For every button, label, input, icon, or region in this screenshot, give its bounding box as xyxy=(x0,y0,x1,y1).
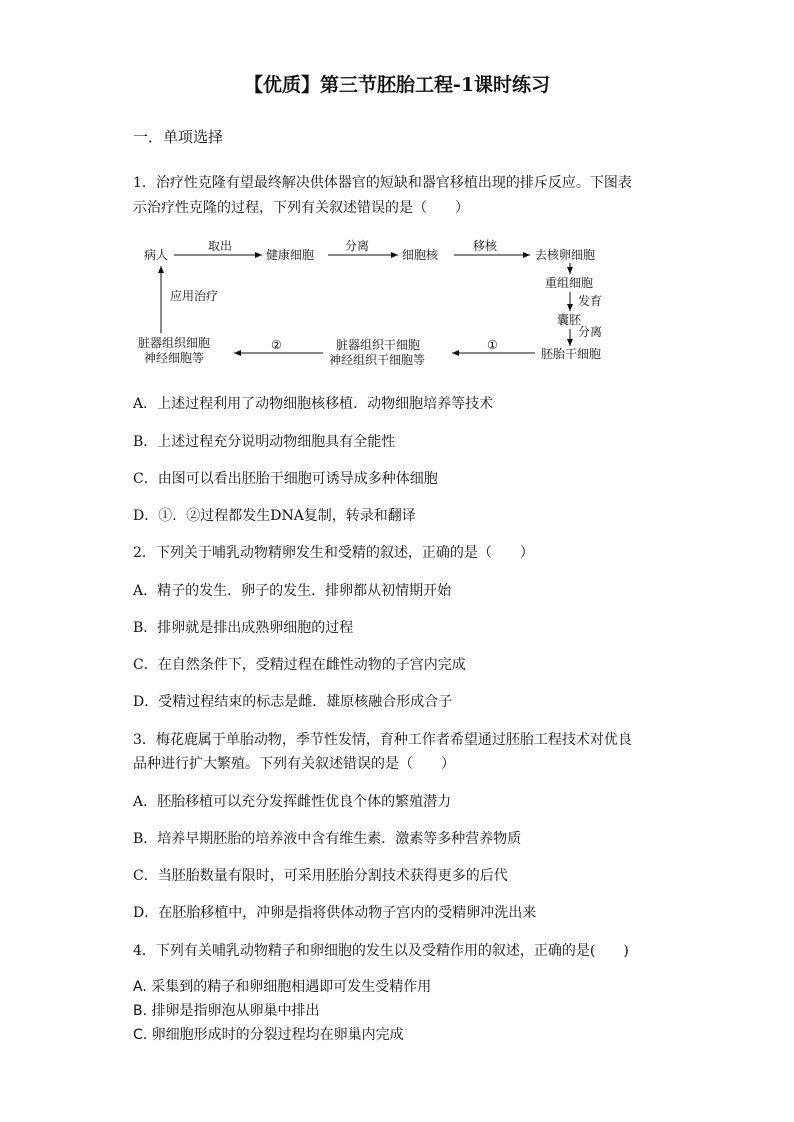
node-organ-cell-line1: 脏器组织细胞 xyxy=(138,336,211,350)
q2-option-d: D．受精过程结束的标志是雌．雄原核融合形成合子 xyxy=(133,694,453,710)
label-step2: ② xyxy=(271,338,282,352)
cloning-process-diagram xyxy=(130,236,630,371)
q1-option-c: C．由图可以看出胚胎干细胞可诱导成多种体细胞 xyxy=(133,471,438,487)
node-organ-stem-line2: 神经组织干细胞等 xyxy=(329,353,426,367)
label-transfer: 移核 xyxy=(473,239,498,253)
q1-option-a: A．上述过程利用了动物细胞核移植．动物细胞培养等技术 xyxy=(133,396,494,412)
node-nucleus: 细胞核 xyxy=(402,248,439,262)
q2-option-b: B．排卵就是排出成熟卵细胞的过程 xyxy=(133,620,354,636)
node-healthy-cell: 健康细胞 xyxy=(266,248,315,262)
q2-option-a: A．精子的发生．卵子的发生．排卵都从初情期开始 xyxy=(133,583,452,599)
q1-stem-line1: 1．治疗性克隆有望最终解决供体器官的短缺和器官移植出现的排斥反应。下图表 xyxy=(133,175,632,191)
label-separate1: 分离 xyxy=(345,239,370,253)
q4-option-b: B. 排卵是指卵泡从卵巢中排出 xyxy=(133,1003,320,1019)
q1-option-b: B．上述过程充分说明动物细胞具有全能性 xyxy=(133,434,396,450)
q3-stem-line2: 品种进行扩大繁殖。下列有关叙述错误的是（ ） xyxy=(133,756,455,772)
node-patient: 病人 xyxy=(144,248,169,262)
label-apply: 应用治疗 xyxy=(170,289,219,303)
node-recombined-cell: 重组细胞 xyxy=(545,276,594,290)
node-organ-stem-line1: 脏器组织干细胞 xyxy=(336,338,421,352)
node-blastocyst: 囊胚 xyxy=(557,313,582,327)
q3-stem-line1: 3．梅花鹿属于单胎动物，季节性发情，育种工作者希望通过胚胎工程技术对优良 xyxy=(133,732,632,748)
q1-stem-line2: 示治疗性克隆的过程，下列有关叙述错误的是（ ） xyxy=(133,200,469,216)
q1-option-d: D．①．②过程都发生DNA复制，转录和翻译 xyxy=(133,508,416,524)
q2-stem: 2．下列关于哺乳动物精卵发生和受精的叙述，正确的是（ ） xyxy=(133,545,534,561)
node-enucleated-egg: 去核卵细胞 xyxy=(535,248,596,262)
label-develop: 发育 xyxy=(578,294,603,308)
q2-option-c: C．在自然条件下，受精过程在雌性动物的子宫内完成 xyxy=(133,657,466,673)
node-organ-cell-line2: 神经细胞等 xyxy=(144,351,205,365)
node-es-cell: 胚胎干细胞 xyxy=(541,347,602,361)
q3-option-d: D．在胚胎移植中，冲卵是指将供体动物子宫内的受精卵冲洗出来 xyxy=(133,905,537,921)
q4-stem: 4．下列有关哺乳动物精子和卵细胞的发生以及受精作用的叙述，正确的是( ) xyxy=(133,943,629,959)
q3-option-c: C．当胚胎数量有限时，可采用胚胎分割技术获得更多的后代 xyxy=(133,868,508,884)
section-heading: 一．单项选择 xyxy=(133,128,224,146)
label-step1: ① xyxy=(487,338,498,352)
q4-option-a: A. 采集到的精子和卵细胞相遇即可发生受精作用 xyxy=(133,979,432,995)
label-take-out: 取出 xyxy=(208,239,233,253)
q3-option-a: A．胚胎移植可以充分发挥雌性优良个体的繁殖潜力 xyxy=(133,794,452,810)
label-separate2: 分离 xyxy=(578,325,603,339)
q3-option-b: B．培养早期胚胎的培养液中含有维生素．激素等多种营养物质 xyxy=(133,831,522,847)
q4-option-c: C. 卵细胞形成时的分裂过程均在卵巢内完成 xyxy=(133,1027,404,1043)
page-title: 【优质】第三节胚胎工程-1课时练习 xyxy=(243,74,551,96)
